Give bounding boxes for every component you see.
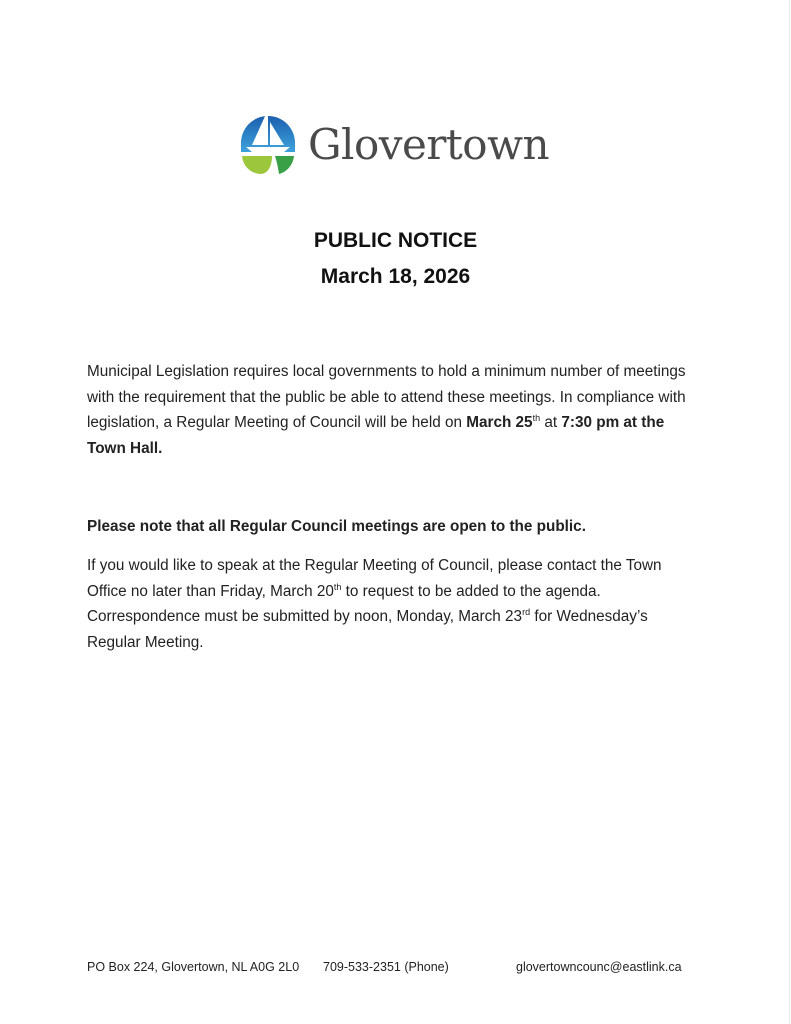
notice-title: PUBLIC NOTICE — [313, 229, 478, 252]
sailboat-logo-icon — [238, 112, 298, 178]
speaking-request-paragraph: If you would like to speak at the Regular Meeting of Council, please contact the Town Office no later than Friday, March 20th to request to be added to the agenda. Correspondence must be submitted by noon, Monday, March 23rd for Wednesday’s Regular Meeting. — [87, 557, 662, 651]
glovertown-logo — [238, 112, 549, 178]
page-edge — [789, 0, 790, 1024]
meeting-time-location: 7:30 pm at the Town Hall. — [87, 414, 665, 457]
logo-wordmark: Glovertown — [308, 120, 550, 169]
footer-email[interactable]: glovertowncounc@eastlink.ca — [516, 960, 682, 974]
meeting-date: March 25 — [466, 414, 533, 431]
open-to-public-note: Please note that all Regular Council meetings are open to the public. — [87, 518, 586, 535]
notice-date: March 18, 2026 — [320, 265, 471, 288]
footer-address: PO Box 224, Glovertown, NL A0G 2L0 — [87, 960, 300, 974]
meeting-paragraph: Municipal Legislation requires local governments to hold a minimum number of meetings with the requirement that the public be able to attend these meetings. In compliance with legislation, a Regular Meeting of Council will be held on March 25th at 7:30 pm at the Town Hall. — [87, 363, 686, 457]
footer-phone: 709-533-2351 (Phone) — [323, 960, 449, 974]
